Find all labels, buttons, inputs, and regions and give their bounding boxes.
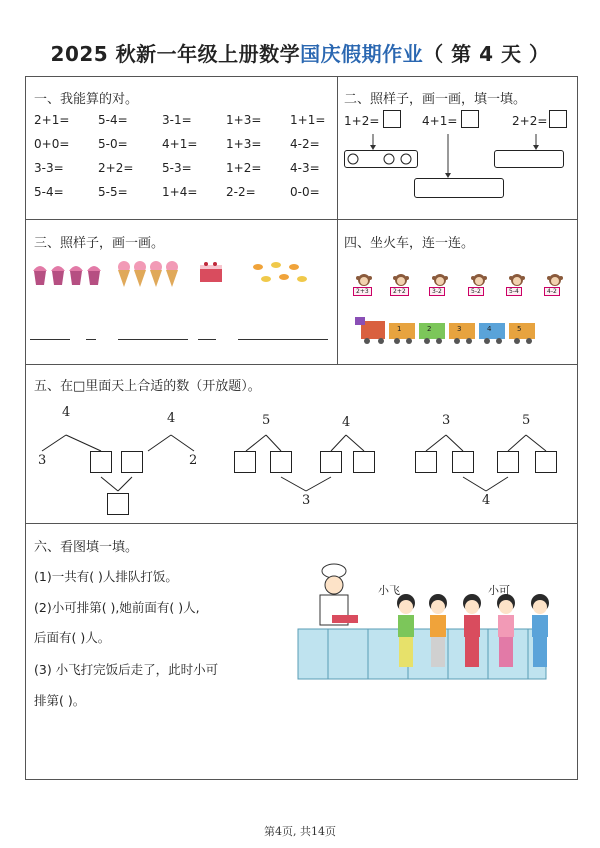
carriage-number[interactable]: 1 bbox=[397, 325, 402, 333]
bond-number: 4 bbox=[167, 411, 176, 426]
calc-item: 2+1= bbox=[34, 113, 70, 127]
expression-card[interactable]: 4-2 bbox=[544, 287, 560, 296]
section4-title: 四、坐火车，连一连。 bbox=[344, 236, 475, 251]
calc-item: 1+3= bbox=[226, 137, 262, 151]
child-icon bbox=[497, 594, 515, 667]
calc-item: 3-3= bbox=[34, 161, 64, 175]
question-3-cont: 排第( )。 bbox=[34, 693, 86, 708]
bond-number: 4 bbox=[482, 493, 491, 508]
ice-cream-icon bbox=[118, 261, 178, 287]
worksheet bbox=[25, 76, 578, 780]
equation-2: 4+1= bbox=[422, 114, 458, 128]
monkey-icon bbox=[470, 273, 488, 287]
draw-box[interactable] bbox=[414, 178, 504, 198]
question-2-cont: 后面有( )人。 bbox=[34, 630, 111, 645]
question-3: (3) 小飞打完饭后走了，此时小可 bbox=[34, 662, 219, 677]
answer-box[interactable] bbox=[270, 451, 292, 473]
cupcake-icon bbox=[33, 266, 101, 285]
section1-title: 一、我能算的对。 bbox=[34, 92, 139, 107]
calc-item: 1+3= bbox=[226, 113, 262, 127]
title-main: 2025 秋新一年级上册数学 bbox=[50, 42, 301, 66]
section3-title: 三、照样子，画一画。 bbox=[34, 236, 165, 251]
calc-item: 4-3= bbox=[290, 161, 320, 175]
child-icon bbox=[397, 594, 415, 667]
expression-card[interactable]: 2+2 bbox=[390, 287, 409, 296]
title-accent: 国庆假期作业 bbox=[300, 42, 424, 66]
calc-item: 1+2= bbox=[226, 161, 262, 175]
calc-item: 1+1= bbox=[290, 113, 326, 127]
monkey-icon bbox=[392, 273, 410, 287]
bond-number: 4 bbox=[342, 415, 351, 430]
calc-item: 4+1= bbox=[162, 137, 198, 151]
cake-icon bbox=[200, 262, 222, 282]
monkey-icon bbox=[546, 273, 564, 287]
section2-title: 二、照样子，画一画，填一填。 bbox=[344, 92, 527, 107]
carriage-number[interactable]: 3 bbox=[457, 325, 462, 333]
calc-item: 0+0= bbox=[34, 137, 70, 151]
bond-number: 3 bbox=[38, 453, 47, 468]
monkey-icon bbox=[355, 273, 373, 287]
bond-number: 5 bbox=[262, 413, 271, 428]
answer-box[interactable] bbox=[415, 451, 437, 473]
label-xiaofei: 小飞 bbox=[378, 584, 400, 597]
answer-box[interactable] bbox=[234, 451, 256, 473]
calc-item: 1+4= bbox=[162, 185, 198, 199]
expression-card[interactable]: 5-4 bbox=[506, 287, 522, 296]
bond-number: 3 bbox=[442, 413, 451, 428]
calc-item: 5-4= bbox=[98, 113, 128, 127]
divider bbox=[26, 219, 577, 220]
monkey-icon bbox=[431, 273, 449, 287]
answer-line[interactable] bbox=[118, 339, 188, 340]
calc-item: 2+2= bbox=[98, 161, 134, 175]
child-icon bbox=[429, 594, 447, 667]
candy-icon bbox=[253, 262, 307, 282]
title-day: （ 第 4 天 ） bbox=[423, 42, 550, 66]
answer-box[interactable] bbox=[320, 451, 342, 473]
label-xiaoke: 小可 bbox=[488, 584, 510, 597]
food-pictures bbox=[26, 257, 336, 297]
expression-card[interactable]: 2+3 bbox=[353, 287, 372, 296]
answer-line[interactable] bbox=[30, 339, 70, 340]
equation-1: 1+2= bbox=[344, 114, 380, 128]
expression-card[interactable]: 3-2 bbox=[429, 287, 445, 296]
section6-title: 六、看图填一填。 bbox=[34, 540, 139, 555]
answer-line[interactable] bbox=[238, 339, 328, 340]
calc-item: 5-0= bbox=[98, 137, 128, 151]
circles-example bbox=[344, 150, 418, 168]
bond-number: 3 bbox=[302, 493, 311, 508]
answer-line[interactable] bbox=[198, 339, 216, 340]
divider bbox=[26, 364, 577, 365]
answer-box[interactable] bbox=[452, 451, 474, 473]
answer-box[interactable] bbox=[497, 451, 519, 473]
calc-item: 0-0= bbox=[290, 185, 320, 199]
queue-illustration bbox=[298, 561, 576, 701]
calc-item: 5-3= bbox=[162, 161, 192, 175]
answer-line[interactable] bbox=[86, 339, 96, 340]
calc-item: 2-2= bbox=[226, 185, 256, 199]
carriage-number[interactable]: 4 bbox=[487, 325, 492, 333]
calc-item: 5-4= bbox=[34, 185, 64, 199]
divider bbox=[26, 523, 577, 524]
section5-title: 五、在□里面天上合适的数（开放题）。 bbox=[34, 379, 261, 394]
carriage-number[interactable]: 5 bbox=[517, 325, 522, 333]
carriage-number[interactable]: 2 bbox=[427, 325, 432, 333]
question-1: (1)一共有( )人排队打饭。 bbox=[34, 569, 178, 584]
equation-3: 2+2= bbox=[512, 114, 548, 128]
answer-box[interactable] bbox=[107, 493, 129, 515]
bond-number: 5 bbox=[522, 413, 531, 428]
bond-number: 4 bbox=[62, 405, 71, 420]
draw-box[interactable] bbox=[494, 150, 564, 168]
calc-item: 3-1= bbox=[162, 113, 192, 127]
page-number: 第4页, 共14页 bbox=[264, 825, 336, 838]
child-icon bbox=[463, 594, 481, 667]
answer-box[interactable] bbox=[90, 451, 112, 473]
expression-card[interactable]: 5-2 bbox=[468, 287, 484, 296]
answer-box[interactable] bbox=[535, 451, 557, 473]
calc-item: 4-2= bbox=[290, 137, 320, 151]
bond-number: 2 bbox=[189, 453, 198, 468]
question-2: (2)小可排第( ),她前面有( )人, bbox=[34, 600, 200, 615]
calc-item: 5-5= bbox=[98, 185, 128, 199]
page-title bbox=[0, 38, 600, 67]
child-icon bbox=[531, 594, 549, 667]
train-icon bbox=[353, 317, 543, 347]
answer-box[interactable] bbox=[353, 451, 375, 473]
monkey-icon bbox=[508, 273, 526, 287]
answer-box[interactable] bbox=[121, 451, 143, 473]
